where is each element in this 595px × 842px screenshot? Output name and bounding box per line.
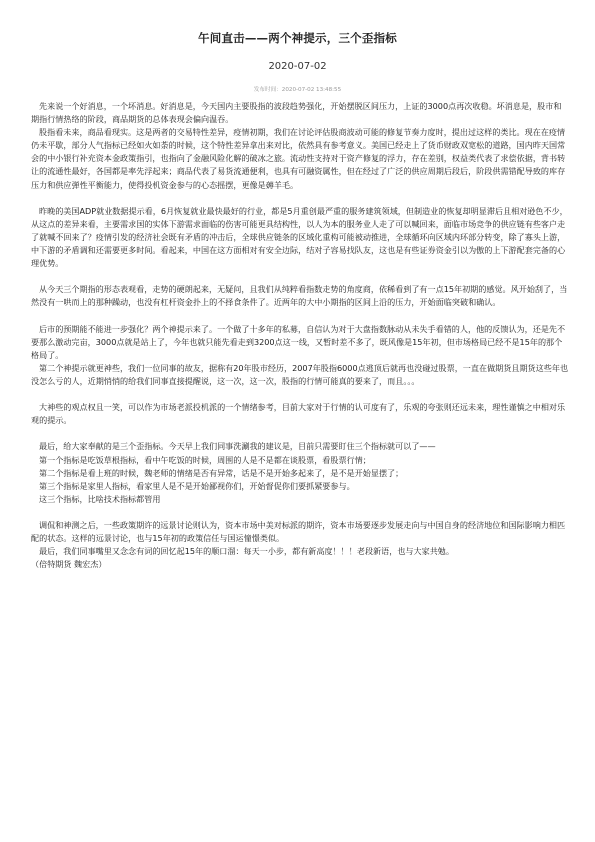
paragraph: 最后，我们同事嘴里又念念有词的回忆起15年的顺口溜：每天一小步，都有新高度！！！老段新语，也与大家共勉。 [39,546,454,557]
paragraph: 先来说一个好消息，一个坏消息。好消息是，今天国内主要股指的波段趋势强化，开始摆脱区间压力，上证的3000点再次收稳。坏消息是，股市和期指行情热络的阶段，商品期货的总体表现会偏向温吞。 [31,101,562,125]
article-title: 午间直击——两个神提示，三个歪指标 [198,31,397,45]
list-item: 这三个指标，比啥技术指标都管用 [39,493,161,504]
article-date: 2020-07-02 [268,61,327,72]
publish-time: 发布时间：2020-07-02 13:48:55 [253,87,342,93]
list-item: 第一个指标是吃饭草根指标，看中午吃饭的时候，周围的人是不是都在谈股票，看股票行情； [39,454,371,465]
paragraph: 昨晚的美国ADP就业数据提示看，6月恢复就业最快最好的行业，都是5月重创最严重的服务建筑领域，但制造业的恢复却明显滞后且相对逊色不少，从这点的差异来看，主要需求国的实体下游需求面临的伤害可能更具结构性，以人为本的服务业人走了可以喊回来，面临市场竞争的供应链有些客户走了就喊不回来了？疫情引发的经济社会既有矛盾的冲击后，全球供应链条的区域化重构可能被动推进，全球循环向区域内环部分转变，除了寡头上游，中下游的矛盾调和还需要更多时间。看起来，中国在这方面相对有安全边际，结对子容易找队友，这也是有些证券资金引以为傲的上下游配套完备的心理优势。 [31,205,568,269]
paragraph: 股指看未来，商品看现实。这是两者的交易特性差异，疫情初期，我们在讨论评估股商波动可能的修复节奏力度时，提出过这样的类比。现在在疫情仍未平歇，部分人气指标已经如火如荼的时候，这个特性差异拿出来对比，依然具有参考意义。美国已经走上了货币财政双宽松的道路，国内昨天国常会的中小银行补充资本金政策指引，也指向了金融风险化解的破冰之旅。流动性支持对于资产修复的浮力，存在差别，权益类代表了求偿依据，背书转让的流通性最好，各国都是率先浮起来；商品代表了易货流通便利，也具有可融资属性，但在经过了广泛的供应周期后段后，阶段供需错配导致的库存压力和供应弹性平衡能力，使得投机资金参与的心态摇摆，更像是薅羊毛。 [31,127,566,190]
paragraph: 从今天三个期指的形态表观看，走势的硬朗起来，无疑问，且我们从纯粹看指数走势的角度商，依稀看到了有一点15年初期的感觉。风开始刮了，当然没有一哄而上的那种躁动，也没有杠杆资金扑上的不择食条件了。近两年的大中小期指的区间上沿的压力，开始面临突破和确认。 [31,284,568,308]
paragraph: 后市的预期能不能进一步强化？两个神提示来了。一个做了十多年的私募，自信认为对于大盘指数脉动从未失手看错的人，他的反馈认为，还是先不要那么激动完亩，3000点就是站上了，今年也就只能先看走到3200点这一线，又暂时差不多了，既风像是15年初，但市场格局已经不是15年的那个格局了。 [31,323,566,360]
paragraph: 第二个神提示就更神些，我们一位同事的故友，据称有20年股市经历，2007年股指6000点逃顶后就再也没碰过股票，一直在做期货且期货这些年也没怎么亏的人，近期悄悄的给我们同事直接提醒说，这一次，这一次，股指的行情可能真的要来了，而且。。。 [31,362,569,386]
paragraph: 大神些的观点权且一笑，可以作为市场老派投机派的一个情绪参考，目前大家对于行情的认可度有了，乐观的夸张则还远未来，理性谨慎之中相对乐观的提示。 [31,402,566,426]
article-body [31,100,569,571]
paragraph: 最后，给大家奉献的是三个歪指标。今天早上我们同事洗涮我的建议是，目前只需要盯住三个指标就可以了—— [39,441,436,452]
paragraph: 调侃和神测之后，一些政策期许的远景讨论则认为，资本市场中美对标派的期许，资本市场要逐步发展走向与中国自身的经济地位和国际影响力相匹配的状态。这样的远景讨论，也与15年初的政策信任与国运憧憬类似。 [31,520,566,544]
author-signature: （倍特期货 魏宏杰） [31,559,107,570]
list-item: 第二个指标是看上班的时候，魏老师的情绪是否有异常，话是不是开始多起来了，是不是开始显摆了； [39,467,404,478]
list-item: 第三个指标是家里人指标，看家里人是不是开始鄙视你们，开始督促你们要抓紧要参与。 [39,480,355,491]
